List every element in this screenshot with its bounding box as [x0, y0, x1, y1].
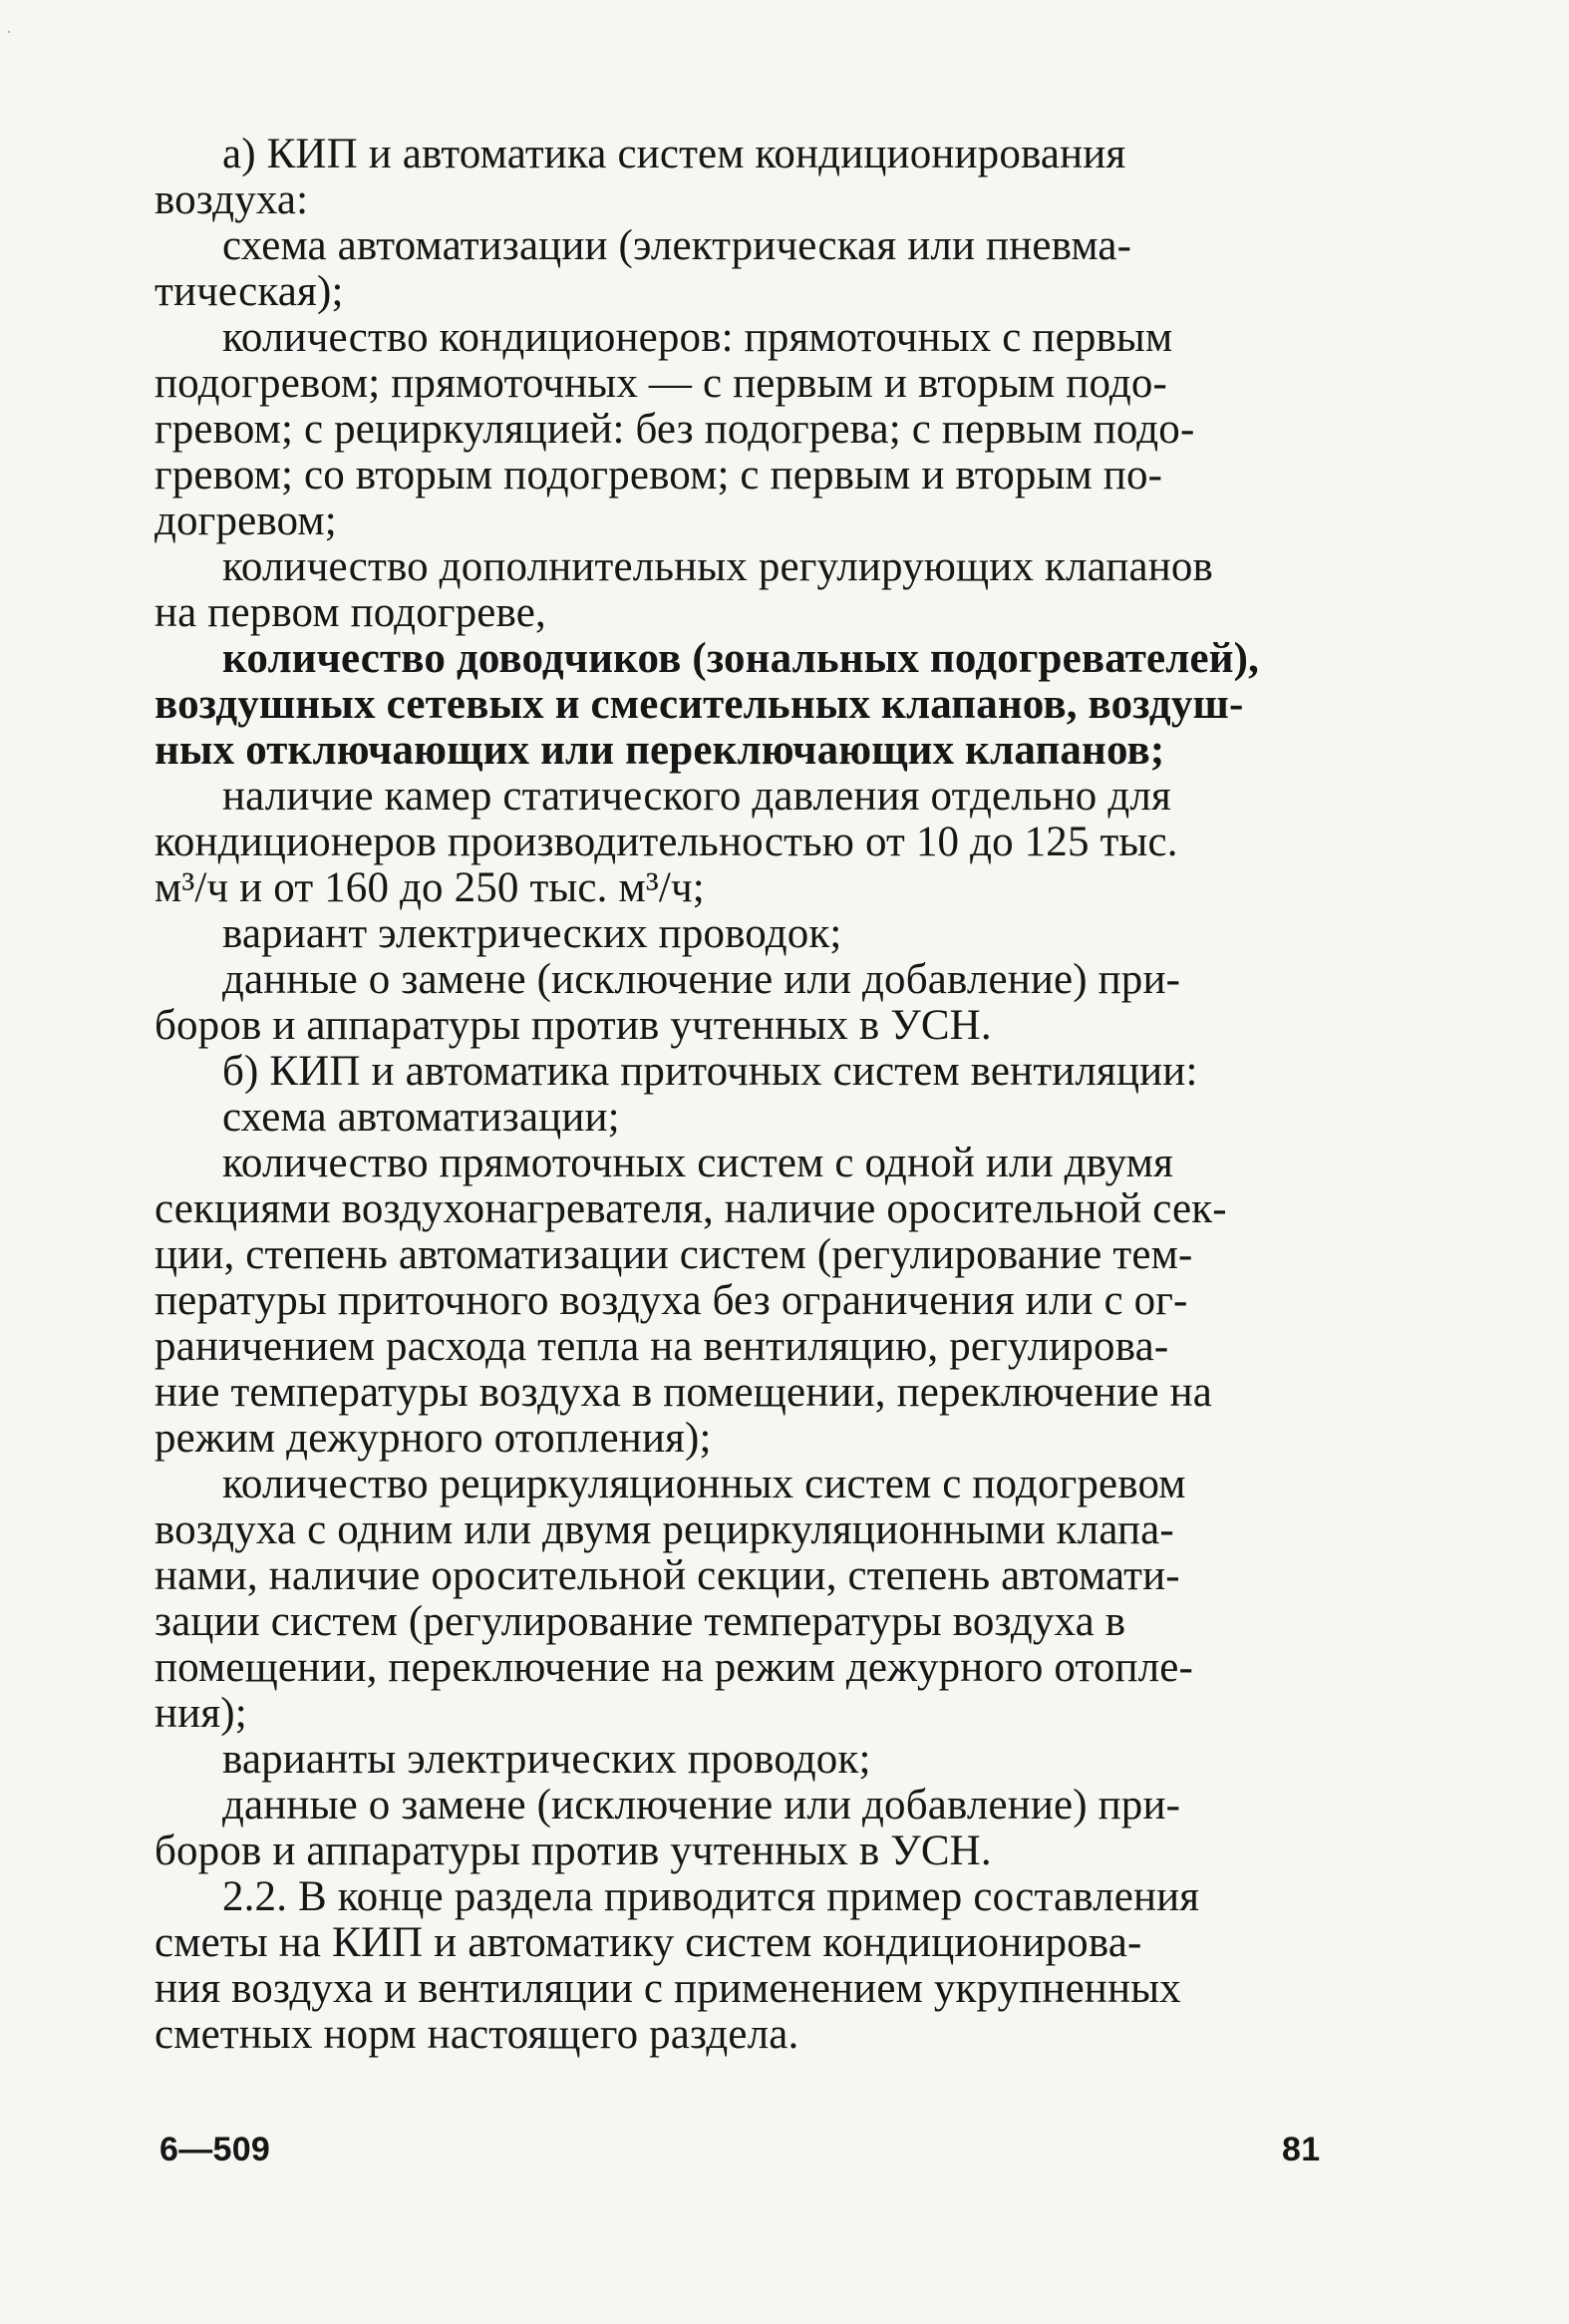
text-line: схема автоматизации (электрическая или пневма- [222, 222, 1132, 269]
scan-dust-mark [8, 31, 10, 33]
text-line: зации систем (регулирование температуры воздуха в [155, 1598, 1126, 1645]
text-line: наличие камер статического давления отдельно для [222, 773, 1171, 820]
printer-signature: 6—509 [159, 2131, 271, 2168]
text-line: вариант электрических проводок; [222, 910, 842, 957]
text-line: подогревом; прямоточных — с первым и вторым подо- [155, 360, 1168, 407]
text-line: количество рециркуляционных систем с подогревом [222, 1461, 1186, 1507]
text-line: воздуха с одним или двумя рециркуляционными клапа- [155, 1506, 1174, 1553]
text-line: боров и аппаратуры против учтенных в УСН. [155, 1002, 992, 1049]
text-line: гревом; с рециркуляцией: без подогрева; с первым подо- [155, 406, 1195, 453]
text-line: 2.2. В конце раздела приводится пример составления [222, 1873, 1200, 1920]
text-line: воздуха: [155, 176, 309, 223]
text-line: гревом; со вторым подогревом; с первым и вторым по- [155, 452, 1163, 498]
text-line: боров и аппаратуры против учтенных в УСН. [155, 1827, 992, 1874]
text-line: пературы приточного воздуха без ограничения или с ог- [155, 1277, 1188, 1324]
text-line: а) КИП и автоматика систем кондиционирования [222, 131, 1126, 177]
text-line: количество дополнительных регулирующих клапанов [222, 543, 1213, 590]
text-line: б) КИП и автоматика приточных систем вентиляции: [222, 1048, 1198, 1095]
text-line: помещении, переключение на режим дежурного отопле- [155, 1644, 1193, 1691]
text-line: раничением расхода тепла на вентиляцию, регулирова- [155, 1323, 1169, 1370]
text-line: секциями воздухонагревателя, наличие оросительной сек- [155, 1185, 1227, 1232]
text-line: сметы на КИП и автоматику систем кондиционирова- [155, 1919, 1142, 1966]
text-line: ние температуры воздуха в помещении, переключение на [155, 1369, 1213, 1416]
text-line: ния); [155, 1690, 247, 1737]
text-line: количество доводчиков (зональных подогревателей), [222, 635, 1260, 682]
text-line: данные о замене (исключение или добавление) при- [222, 1782, 1181, 1828]
text-line: догревом; [155, 498, 337, 544]
text-line: ния воздуха и вентиляции с применением укрупненных [155, 1965, 1181, 2012]
text-line: кондиционеров производительностью от 10 до 125 тыс. [155, 819, 1178, 865]
text-line: режим дежурного отопления); [155, 1415, 712, 1462]
text-line: ции, степень автоматизации систем (регулирование тем- [155, 1231, 1193, 1278]
text-line: м³/ч и от 160 до 250 тыс. м³/ч; [155, 864, 705, 911]
text-line: на первом подогреве, [155, 589, 546, 636]
page-number: 81 [1282, 2131, 1321, 2168]
text-line: воздушных сетевых и смесительных клапанов, воздуш- [155, 681, 1244, 728]
text-line: количество кондиционеров: прямоточных с первым [222, 314, 1173, 361]
text-line: нами, наличие оросительной секции, степень автомати- [155, 1552, 1180, 1599]
text-line: схема автоматизации; [222, 1094, 620, 1141]
text-line: данные о замене (исключение или добавление) при- [222, 956, 1181, 1003]
text-line: тическая); [155, 268, 344, 315]
text-line: сметных норм настоящего раздела. [155, 2011, 799, 2058]
text-line: количество прямоточных систем с одной или двумя [222, 1140, 1174, 1186]
text-line: ных отключающих или переключающих клапанов; [155, 727, 1165, 774]
text-line: варианты электрических проводок; [222, 1736, 871, 1783]
